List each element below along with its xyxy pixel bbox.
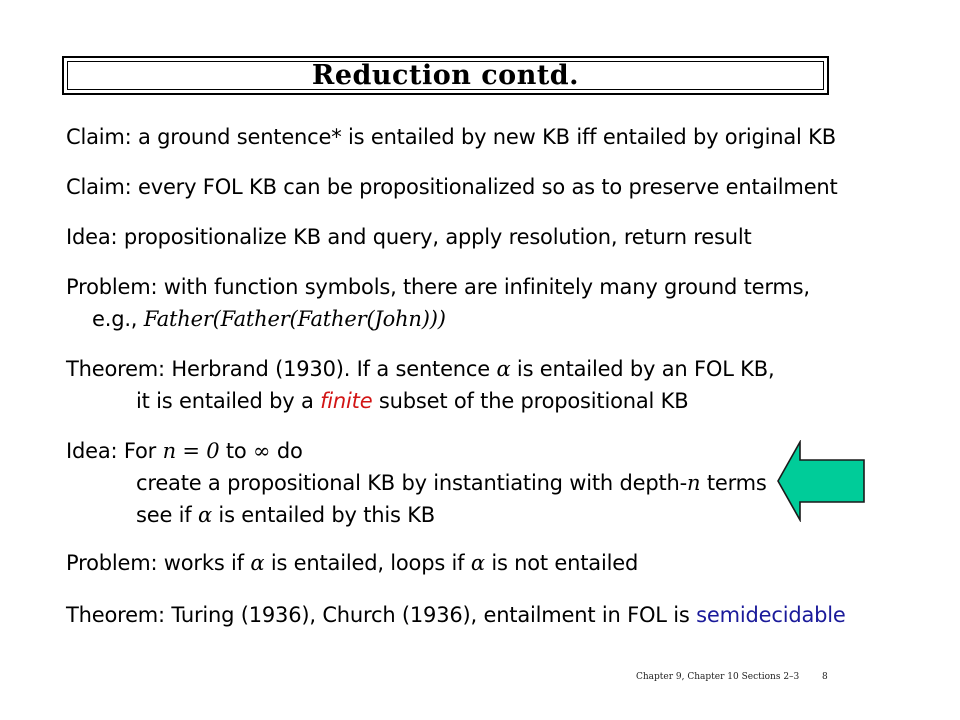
claim-line-1: Claim: a ground sentence* is entailed by new KB iff entailed by original KB [66, 125, 836, 149]
left-arrow-icon [776, 440, 866, 522]
problem-line-1: Problem: with function symbols, there are infinitely many ground terms, [66, 275, 810, 299]
problem-line-2: Problem: works if α is entailed, loops if α is not entailed [66, 551, 639, 575]
slide-title: Reduction contd. [311, 60, 580, 91]
father-expression: Father(Father(Father(John))) [143, 307, 446, 331]
problem-example-line: e.g., Father(Father(Father(John))) [92, 307, 446, 331]
theorem-turing-line: Theorem: Turing (1936), Church (1936), entailment in FOL is semidecidable [66, 603, 846, 627]
finite-highlight: finite [320, 389, 373, 413]
idea-step-create: create a propositional KB by instantiating with depth-n terms [136, 471, 767, 495]
title-box [62, 56, 829, 95]
idea-line-2: Idea: For n = 0 to ∞ do [66, 439, 303, 463]
semidecidable-highlight: semidecidable [696, 603, 846, 627]
theorem-herbrand-line: Theorem: Herbrand (1930). If a sentence α is entailed by an FOL KB, [66, 357, 775, 381]
theorem-herbrand-line-2: it is entailed by a finite subset of the propositional KB [136, 389, 689, 413]
idea-step-check: see if α is entailed by this KB [136, 503, 436, 527]
idea-line-1: Idea: propositionalize KB and query, apply resolution, return result [66, 225, 752, 249]
footer-chapter: Chapter 9, Chapter 10 Sections 2–3 [636, 672, 800, 682]
footer-page-number: 8 [822, 672, 828, 682]
claim-line-2: Claim: every FOL KB can be propositionalized so as to preserve entailment [66, 175, 838, 199]
